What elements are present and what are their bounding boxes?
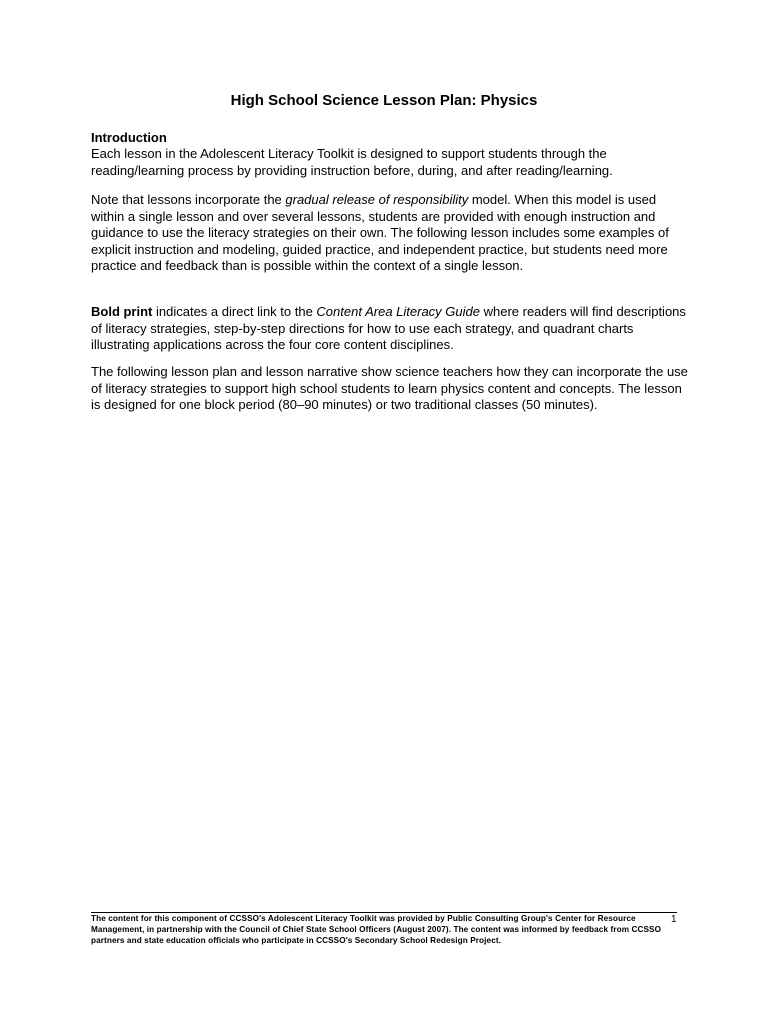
content-area-guide-title: Content Area Literacy Guide [316, 304, 480, 319]
paragraph-gradual-release [91, 192, 691, 275]
bold-print-term: Bold print [91, 304, 153, 319]
paragraph-intro: Each lesson in the Adolescent Literacy Toolkit is designed to support students through the reading/learning process by providing instruction before, during, and after reading/learning. [91, 146, 613, 178]
gradual-release-term: gradual release of responsibility [285, 192, 469, 207]
paragraph-lesson-overview: The following lesson plan and lesson narrative show science teachers how they can incorporate the use of literacy strategies to support high school students to learn physics content and concepts. The lesson is designed for one block period (80–90 minutes) or two traditional classes (50 minutes). [91, 364, 688, 412]
intro-heading: Introduction [91, 130, 167, 145]
page-number: 1 [671, 914, 677, 925]
paragraph-bold-print-middle: indicates a direct link to the [152, 304, 317, 319]
intro-section [91, 130, 691, 147]
paragraph-gradual-release-end: model. When this model is used within a single lesson and over several lessons, students are provided with enough instruction and guidance to use the literacy strategies on their own. The following lesson includes some examples of explicit instruction and modeling, guided practice, and independent practice, but students need more practice and feedback than is possible within the context of a single lesson. [91, 192, 669, 273]
paragraph-bold-print-end: where readers will find descriptions of literacy strategies, step-by-step directions for how to use each strategy, and quadrant charts illustrating applications across the four core content disciplines. [91, 304, 686, 352]
page-title: High School Science Lesson Plan: Physics [230, 92, 538, 109]
paragraph-gradual-release-start: Note that lessons incorporate the [91, 192, 286, 207]
paragraph-bold-print [91, 304, 691, 354]
footer-note: The content for this component of CCSSO's Adolescent Literacy Toolkit was provided by Public Consulting Group's Center for Resource Management, in partnership with the Council of Chief State School Officers (August 2007). The content was informed by feedback from CCSSO partners and state education officials who participate in CCSSO's Secondary School Redesign Project. [91, 914, 662, 945]
